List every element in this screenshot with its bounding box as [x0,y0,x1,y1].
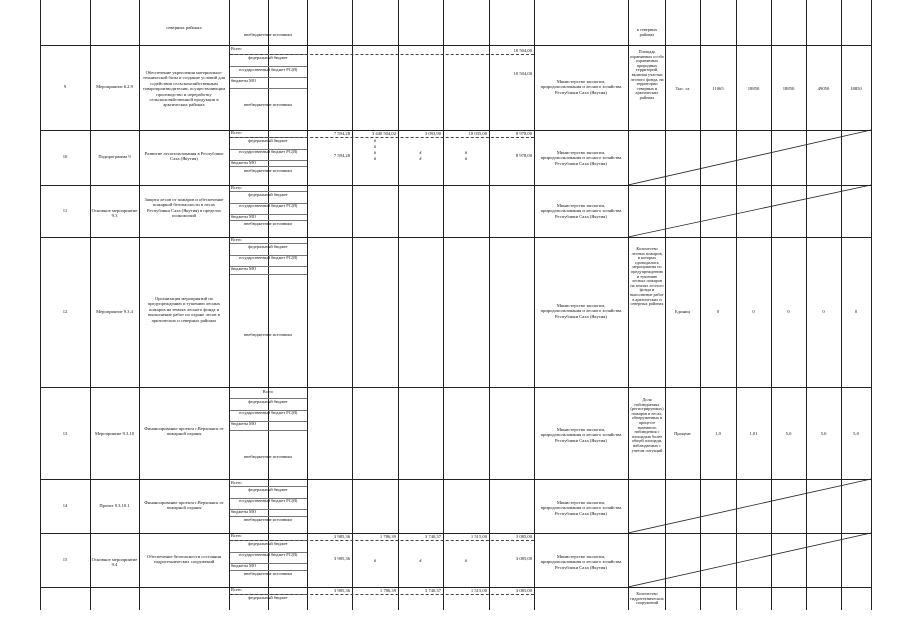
label-gos: государственный бюджет РС(Я) [238,411,298,415]
row-description: Обеспечение безопасности состояния гидротехнических сооружений [147,554,221,565]
col-border [40,0,41,610]
row-indicator: Доля наблюдаемых (регистрируемых) пожаров в лесах, обнаруженных в процессе наземного наблюдения с площадью более общей площади, наблюдаемых с учетом ситуаций [630,398,664,453]
label-vneb: внебюджетные источники [244,103,292,107]
indicator-value: 5,0 [853,431,859,436]
vsego-value: 1 515,00 [470,588,487,593]
label-fed: федеральный бюджет [248,245,288,249]
row-name: Подпрограмма 9 [98,154,131,159]
vsego-value: 1 786,39 [379,534,396,539]
col-border [229,0,230,610]
diagonal-strike [628,479,871,533]
sub-divider [230,486,307,487]
col-border [90,0,91,610]
label-vsego: Всего [231,186,242,190]
label-mo: бюджеты МО [231,161,256,165]
label-mo: бюджеты МО [231,215,256,219]
vsego-value: 3 985,36 [333,588,350,593]
vsego-value: 3 740,37 [424,588,441,593]
label-fed: федеральный бюджет [248,542,288,546]
col-border [489,0,490,610]
row-indicator: Количество гидротехнических сооружений [630,592,664,606]
row-executor: Министерство экологии, природопользования и лесного хозяйства Республики Саха (Якутия) [540,500,622,516]
row-description: Организация мероприятий по предупреждению и тушению лесных пожаров на землях лесного фонда и выполнение работ по охране лесов в арктических и северных районах [147,296,221,323]
vsego-value: 3 085,00 [515,534,532,539]
vsego-value: 3 740,37 [424,534,441,539]
vsego-value: 3 085,00 [515,588,532,593]
label-gos: государственный бюджет РС(Я) [238,150,298,154]
row-number: 11 [62,208,68,213]
col-border [352,0,353,610]
gos-value: 10 504,00 [513,71,532,76]
col-border [398,0,399,610]
indicator-value: 1,0 [715,431,721,436]
hash-mark: # [373,138,377,143]
row-executor: Министерство экологии, природопользования и лесного хозяйства Республики Саха (Якутия) [540,79,622,95]
label-mo: бюджеты МО [231,267,256,271]
label-fed: федеральный бюджет [248,488,288,492]
indicator-value: 18850 [850,86,862,91]
col-border [443,0,444,610]
row-name: Мероприятие 9.3.10 [94,431,135,436]
label-vsego: Всего [262,390,274,394]
sub-divider [230,274,307,275]
indicator-value: 0 [716,309,720,314]
top-fragment-indicator: в северных районах [636,28,658,37]
gos-value: 3 085,00 [515,556,532,561]
sub-divider [230,398,307,399]
label-vsego: Всего [231,131,242,135]
row-executor: Министерство экологии, природопользования и лесного хозяйства Республики Саха (Якутия) [540,203,622,219]
label-mo: бюджеты МО [231,564,256,568]
row-description: Финансирование проекта г.Верхоянск от пожарной охраны [144,500,224,511]
hash-mark: # [373,144,377,149]
row-executor: Министерство экологии, природопользования и лесного хозяйства Республики Саха (Якутия) [540,554,622,570]
row-unit: Единиц [675,309,690,314]
row-name: Мероприятие 9.3.4 [96,309,133,314]
row-number: 9 [63,84,67,89]
row-number: 12 [62,309,68,314]
indicator-value: 5,0 [785,431,792,436]
label-vsego: Всего [231,47,242,51]
hash-mark: # [373,150,377,155]
row-border [40,387,871,388]
indicator-value: 49050 [817,86,830,91]
label-mo: бюджеты МО [231,422,256,426]
row-border [40,237,871,238]
row-border [40,45,871,46]
row-number: 14 [62,503,68,508]
vsego-value: 3 093,90 [424,131,441,136]
label-vsego: Всего [231,588,242,592]
label-gos: государственный бюджет РС(Я) [238,68,298,72]
row-number: 15 [62,557,68,562]
vsego-value: 3 440 504,02 [371,131,396,136]
top-fragment-name: северных районах [166,25,202,30]
label-vneb: внебюджетные источники [244,455,292,459]
col-border [307,0,308,610]
label-gos: государственный бюджет РС(Я) [238,499,298,503]
sub-divider [230,243,307,244]
vsego-line [230,54,534,55]
label-vneb: внебюджетные источники [244,169,292,173]
hash-mark: # [373,156,377,161]
diagonal-strike [628,185,871,237]
label-gos: государственный бюджет РС(Я) [238,204,298,208]
vsego-value: 1 515,00 [470,534,487,539]
label-fed: федеральный бюджет [248,193,288,197]
indicator-value: 0 [787,309,790,314]
vsego-value: 10 504,00 [513,48,532,53]
sub-divider [230,166,307,167]
row-description: Защита лесов от пожаров и обеспечение пожарной безопасности в лесах Республики Саха (Якутия) в пределах полномочий [144,197,224,219]
top-fragment-vneb: внебюджетные источники [244,33,292,37]
label-fed: федеральный бюджет [248,139,288,143]
indicator-value: 18850 [747,86,760,91]
label-fed: федеральный бюджет [248,56,288,60]
hash-mark: # [464,150,468,155]
indicator-value: 11065 [712,86,724,91]
indicator-value: 18850 [782,86,795,91]
vsego-value: 3 985,36 [333,534,350,539]
label-vsego: Всего [231,534,242,538]
hash-mark: # [373,558,377,563]
vsego-value: 8 978,00 [515,131,532,136]
vsego-value: 1 786,39 [379,588,396,593]
hash-mark: # [419,150,422,155]
sub-divider [230,516,307,517]
label-mo: бюджеты МО [231,510,256,514]
row-description: Развитие лесопользования в Республике Саха (Якутия) [144,151,224,162]
row-number: 13 [62,431,68,436]
row-description: Обеспечение укрепления материально-технической базы и создание условий для содействия сельскохозяйственным товаропроизводителям, осуществляющим производство и переработку сельскохозяйственной продукции в арктических районах [142,70,226,108]
indicator-value: 0 [854,309,858,314]
indicator-value: 0 [752,309,755,314]
sub-divider [230,220,307,221]
hash-mark: # [464,558,468,563]
row-unit: Тыс. га [675,86,690,91]
hash-mark: # [464,156,468,161]
row-executor: Министерство экологии, природопользования и лесного хозяйства Республики Саха (Якутия) [540,427,622,443]
label-gos: государственный бюджет РС(Я) [238,256,298,260]
row-description: Финансирование проекта г.Верхоянск от пожарной охраны [144,426,224,437]
sub-divider [230,66,307,67]
row-name: Основное мероприятие 9.3 [91,208,138,219]
gos-value: 3 985,36 [333,556,350,561]
row-unit: Процент [674,431,691,436]
diagonal-strike [628,130,871,185]
vsego-line [230,540,534,541]
sub-divider [230,191,307,192]
label-fed: федеральный бюджет [248,400,288,404]
sub-divider [230,570,307,571]
vsego-value: 10 035,00 [468,131,487,136]
gos-value: 7 594,28 [333,153,350,158]
label-vneb: внебюджетные источники [244,222,292,226]
vsego-value: 7 594,28 [333,131,350,136]
row-name: Проект 9.3.10.1 [99,503,130,508]
indicator-value: 5,0 [820,431,827,436]
label-vneb: внебюджетные источники [244,572,292,576]
gos-value: 8 978,00 [515,153,532,158]
sub-divider [230,77,307,78]
hash-mark: # [419,156,422,161]
label-vsego: Всего [231,238,242,242]
row-indicator: Количество лесных пожаров, в которых проводились мероприятия по предупреждению и тушению лесных пожаров на землях лесного фонда и выполнение работ в арктических и северных районах [630,247,664,307]
hash-mark: # [419,558,422,563]
row-name: Мероприятие 6.2.9 [96,84,133,89]
diagonal-strike [628,533,871,587]
row-name: Основное мероприятие 9.4 [91,557,138,568]
label-mo: бюджеты МО [231,79,256,83]
indicator-value: 1,01 [749,431,758,436]
row-executor: Министерство экологии, природопользования и лесного хозяйства Республики Саха (Якутия) [540,150,622,166]
label-vneb: внебюджетные источники [244,333,292,337]
row-indicator: Площадь охраняемых особо охраняемых природных территорий, включая участки лесного фонда, на территории северных и арктических районах [630,50,664,100]
sub-divider [230,88,307,89]
row-number: 10 [62,154,68,159]
label-vneb: внебюджетные источники [244,518,292,522]
label-fed: федеральный бюджет [248,596,288,600]
sub-divider [230,430,307,431]
vsego-line [230,137,534,138]
col-border [139,0,140,610]
indicator-value: 0 [822,309,825,314]
col-border [871,0,872,610]
vsego-line [230,594,534,595]
label-gos: государственный бюджет РС(Я) [238,553,298,557]
label-vsego: Всего [231,481,242,485]
row-executor: Министерство экологии, природопользования и лесного хозяйства Республики Саха (Якутия) [540,303,622,319]
col-border [534,0,535,610]
